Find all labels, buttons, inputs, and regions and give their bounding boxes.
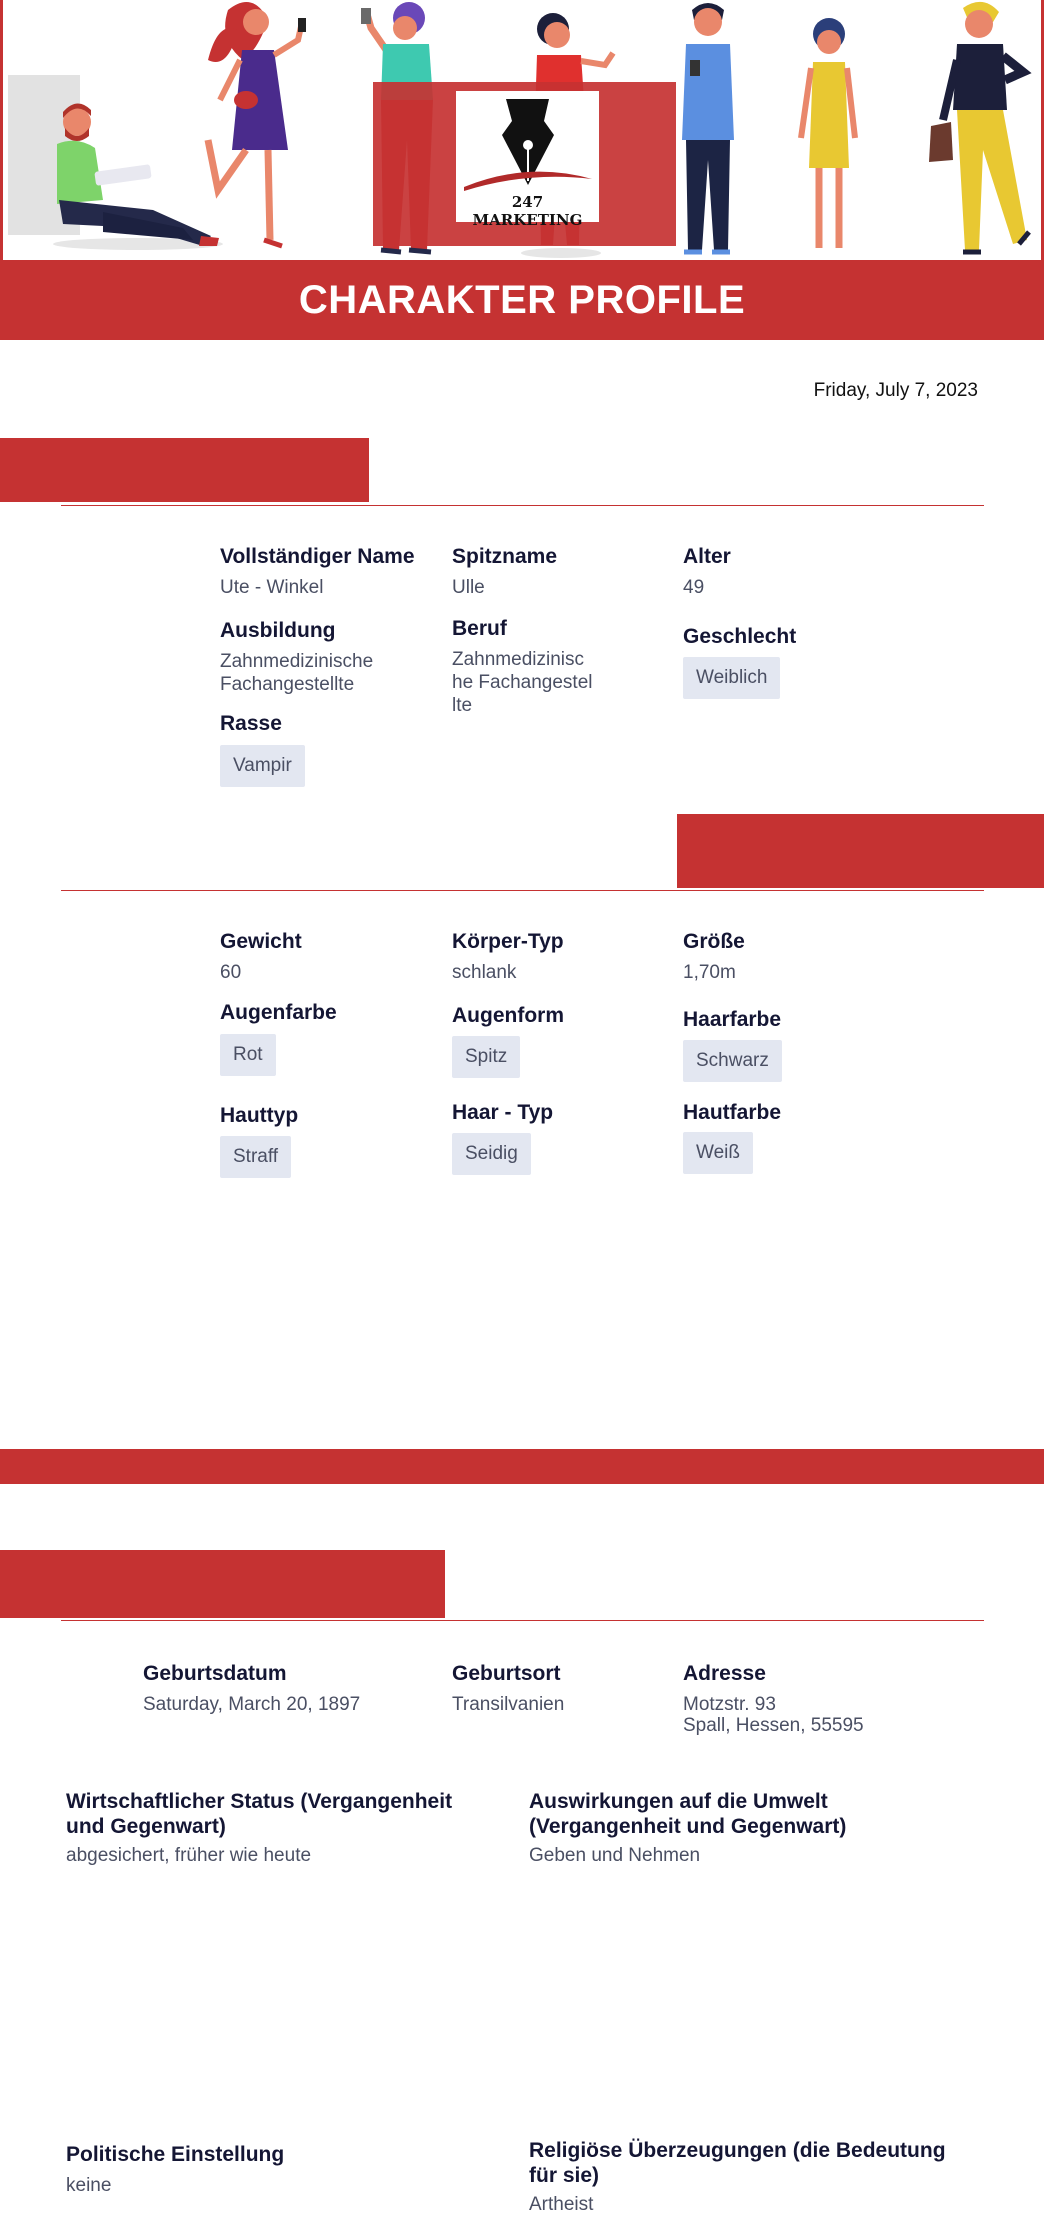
body-type-value: schlank: [452, 962, 517, 983]
skin-color-chip: Weiß: [683, 1132, 753, 1174]
page-break-bar: [0, 1449, 1044, 1484]
height-value: 1,70m: [683, 962, 736, 983]
gender-label: Geschlecht: [683, 625, 797, 648]
birth-date-value: Saturday, March 20, 1897: [143, 1694, 361, 1715]
section-header-physical: [677, 814, 1044, 888]
section-header-basic: [0, 438, 369, 502]
economic-status-label: Wirtschaftlicher Status (Vergangenheit und Gegenwart): [66, 1790, 453, 1838]
education-label: Ausbildung: [220, 619, 336, 642]
nickname-value: Ulle: [452, 577, 485, 598]
hair-color-label: Haarfarbe: [683, 1008, 782, 1031]
eye-color-label: Augenfarbe: [220, 1001, 337, 1024]
weight-value: 60: [220, 962, 242, 983]
page-title: CHARAKTER PROFILE: [298, 278, 746, 322]
dancing-woman-illustration: [198, 0, 318, 255]
eye-shape-label: Augenform: [452, 1004, 564, 1027]
section-header-background: [0, 1550, 445, 1618]
title-bar: [0, 260, 1044, 340]
gender-chip: Weiblich: [683, 657, 780, 699]
race-label: Rasse: [220, 712, 282, 735]
full-name-label: Vollständiger Name: [220, 545, 415, 568]
hair-type-label: Haar - Typ: [452, 1101, 554, 1124]
address-line2: Spall, Hessen, 55595: [683, 1715, 864, 1736]
weight-label: Gewicht: [220, 930, 302, 953]
age-label: Alter: [683, 545, 731, 568]
brand-name: 247 MARKETING: [472, 193, 583, 229]
birth-date-label: Geburtsdatum: [143, 1662, 287, 1685]
hair-type-chip: Seidig: [452, 1133, 531, 1175]
eye-shape-chip: Spitz: [452, 1036, 520, 1078]
skin-type-label: Hauttyp: [220, 1104, 299, 1127]
address-label: Adresse: [683, 1662, 766, 1685]
education-value: Zahnmedizinische Fachangestellte: [220, 651, 374, 695]
brand-logo: [456, 91, 599, 229]
religion-value: Artheist: [529, 2194, 594, 2215]
political-label: Politische Einstellung: [66, 2143, 285, 2166]
section-divider: [61, 890, 984, 891]
nickname-label: Spitzname: [452, 545, 558, 568]
hero-illustration: [0, 0, 1044, 260]
fountain-pen-icon: [456, 91, 599, 191]
woman-yellow-illustration: [793, 18, 863, 258]
hair-color-chip: Schwarz: [683, 1040, 782, 1082]
job-value: Zahnmedizinische Fachangestellte: [452, 649, 593, 716]
birth-place-label: Geburtsort: [452, 1662, 561, 1685]
skin-type-chip: Straff: [220, 1136, 291, 1178]
job-label: Beruf: [452, 617, 507, 640]
address-line1: Motzstr. 93: [683, 1694, 776, 1715]
eye-color-chip: Rot: [220, 1034, 276, 1076]
age-value: 49: [683, 577, 705, 598]
section-divider: [61, 505, 984, 506]
body-type-label: Körper-Typ: [452, 930, 564, 953]
man-bag-illustration: [923, 0, 1038, 258]
environment-label: Auswirkungen auf die Umwelt (Vergangenheit und Gegenwart): [529, 1790, 847, 1838]
environment-value: Geben und Nehmen: [529, 1845, 701, 1866]
political-value: keine: [66, 2175, 112, 2196]
section-divider: [61, 1620, 984, 1621]
religion-label: Religiöse Überzeugungen (die Bedeutung für sie): [529, 2139, 946, 2187]
document-date: Friday, July 7, 2023: [813, 380, 978, 401]
race-chip: Vampir: [220, 745, 305, 787]
man-blue-illustration: [668, 0, 748, 258]
skin-color-label: Hautfarbe: [683, 1101, 782, 1124]
birth-place-value: Transilvanien: [452, 1694, 565, 1715]
sitting-person-illustration: [43, 100, 223, 250]
economic-status-value: abgesichert, früher wie heute: [66, 1845, 312, 1866]
full-name-value: Ute - Winkel: [220, 577, 324, 598]
height-label: Größe: [683, 930, 745, 953]
